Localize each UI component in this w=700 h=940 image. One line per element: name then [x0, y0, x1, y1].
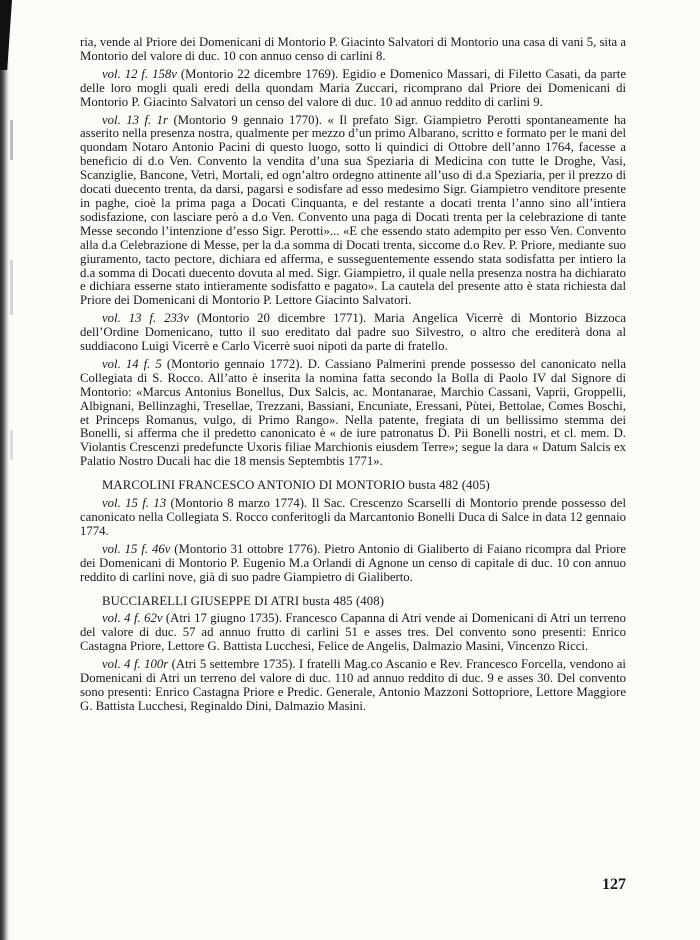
section-heading: MARCOLINI FRANCESCO ANTONIO DI MONTORIO busta 482 (405): [102, 478, 490, 493]
entry-paragraph: [80, 497, 626, 539]
entry-paragraph: [80, 114, 626, 309]
volume-reference: vol. 12 f. 158v: [102, 66, 177, 81]
entry-text: (Atri 5 settembre 1735). I fratelli Mag.co Ascanio e Rev. Francesco Forcella, vendono ai Domenicani di Atri un terreno del valore di duc. 110 ad annuo reddito di duc. 9 e asses 30. Del convento sono presenti: Enrico Castagna Priore e Predic. Generale, Antonio Mazzoni Sottopriore, Lettore Maggiore G. Battista Lucchesi, Reginaldo Dini, Dalmazio Masini.: [80, 657, 626, 713]
scan-speckle: [10, 430, 13, 460]
page-number: 127: [602, 876, 626, 893]
entry-paragraph: [80, 312, 626, 354]
scan-speckle: [10, 120, 13, 160]
section-heading: BUCCIARELLI GIUSEPPE DI ATRI busta 485 (408): [102, 593, 385, 608]
entry-text: (Atri 17 giugno 1735). Francesco Capanna di Atri vende ai Domenicani di Atri un terreno del valore di duc. 57 ad annuo frutto di carlini 51 e asses tres. Del convento sono presenti: Enrico Castagna Priore, Lettore G. Battista Lucchesi, Felice de Angelis, Dalmazio Masini, Vincenzo Ricci.: [80, 611, 626, 654]
entry-paragraph: [80, 68, 626, 110]
entry-text: (Montorio gennaio 1772). D. Cassiano Palmerini prende possesso del canonicato nella Collegiata di S. Rocco. All’atto è inserita la nomina fatta secondo la Bolla di Paolo IV dal Signore di Montorio: «Marcus Antonius Bonellus, Dux Salcis, ac. Montanarae, Marchio Cassani, Vaprii, Groppelli, Albignani, Bellinzaghi, Tresellae, Trezzani, Bassiani, Encuniate, Eressani, Pùtei, Bettolae, Comes Boschi, et Princeps Romanus, vulgo, di Primo Rango». Nella patente, fregiata di un bellissimo stemma dei Bonelli, si afferma che il predetto canonicato è « de iure patronatus D. Pii Bonelli nostri, et cl. mem. D. Violantis Crescenzi predefuncte Uxoris filiae Marchionis eiusdem Terre»; segue la dara « Datum Salcis ex Palatio Nostro Ducali hac die 18 mensis Septembtis 1771».: [80, 356, 626, 469]
document-page: [80, 36, 626, 718]
volume-reference: vol. 4 f. 62v: [102, 611, 163, 626]
volume-reference: vol. 14 f. 5: [102, 356, 162, 371]
binding-mark: [0, 0, 12, 70]
scan-speckle: [10, 260, 13, 315]
volume-reference: vol. 13 f. 233v: [102, 311, 189, 326]
volume-reference: vol. 15 f. 13: [102, 496, 167, 511]
volume-reference: vol. 15 f. 46v: [102, 541, 171, 556]
volume-reference: vol. 4 f. 100r: [102, 657, 169, 672]
entry-text: (Montorio 9 gennaio 1770). « Il prefato Sigr. Giampietro Perotti spontaneamente ha asserito nella presenza nostra, qualmente per mezzo d’un primo Albarano, scritto e formato per le mani del quondam Notaro Antonio Pacini di questo luogo, sotto li quindici di Ottobre dell’anno 1764, facesse a beneficio di d.o Ven. Convento la vendita d’una sua Speziaria di Medicina con tutte le Droghe, Vasi, Scanziglie, Bancone, Vetri, Mortali, ed ogn’altro ordegno attinente all’uso di d.a Speziaria, per il prezzo di docati duecento trenta, da darsi, pagarsi e sodisfare ad esso medesimo Sigr. Giampietro venditore presente in paghe, cioè la prima paga a Docati Cinquanta, e del restante a docati trenta l’anno sino all’intiera sodisfazione, con lasciare però a d.o Ven. Convento una paga di Docati trenta per la celebrazione di tante Messe secondo l’intenzione d’esso Sigr. Perotti»... «E che essendo stato adempito per esso Ven. Convento alla d.a Celebrazione di Messe, per la d.a somma di Docati trenta, siccome d.o Rev. P. Priore, mediante suo giuramento, tacto pectore, dichiara ed afferma, e susseguentemente essendo stata sodisfatta per intiero la d.a somma di Docati duecento dovuta al med. Sigr. Giampietro, il quale nella presenza nostra ha dichiarato e dichiara esserne stato intieramente sodisfatto e pagato». La cautela del presente atto è stata richiesta dal Priore dei Domenicani di Montorio P. Lettore Giacinto Salvatori.: [80, 112, 626, 308]
entry-text: (Montorio 31 ottobre 1776). Pietro Antonio di Gialiberto di Faiano ricompra dal Priore dei Domenicani di Montorio P. Eugenio M.a Orlandi di Agnone un censo di capitale di duc. 10 con annuo reddito di carlini nove, già di suo padre Giampietro di Gialiberto.: [80, 541, 626, 584]
entry-paragraph: [80, 358, 626, 469]
entry-paragraph: [80, 543, 626, 585]
entry-text: ria, vende al Priore dei Domenicani di Montorio P. Giacinto Salvatori di Montorio una casa di vani 5, sita a Montorio del valore di duc. 10 con annuo censo di carlini 8.: [80, 35, 627, 63]
volume-reference: vol. 13 f. 1r: [102, 112, 168, 127]
entry-paragraph: [80, 612, 626, 654]
entry-paragraph: [80, 658, 626, 714]
entry-text: (Montorio 8 marzo 1774). Il Sac. Crescenzo Scarselli di Montorio prende possesso del canonicato nella Collegiata S. Rocco conferitogli da Marcantonio Bonelli Duca di Salce in data 12 gennaio 1774.: [80, 496, 626, 538]
entry-paragraph: [80, 36, 626, 64]
entry-text: (Montorio 20 dicembre 1771). Maria Angelica Vicerrè di Montorio Bizzoca dell’Ordine Domenicano, tutto il suo ereditato dal padre suo Silvestro, o altro che erediterà dona al suddiacono Luigi Vicerrè e Carlo Vicerrè suoi nipoti da parte di fratello.: [80, 311, 626, 354]
entry-text: (Montorio 22 dicembre 1769). Egidio e Domenico Massari, di Filetto Casati, da parte delle loro mogli quali eredi della quondam Maria Zuccari, ricomprano dal Priore dei Domenicani di Montorio P. Giacinto Salvatori un censo del valore di duc. 10 ad annuo reddito di carlini 9.: [80, 66, 626, 109]
book-spine-shadow: [0, 0, 9, 940]
